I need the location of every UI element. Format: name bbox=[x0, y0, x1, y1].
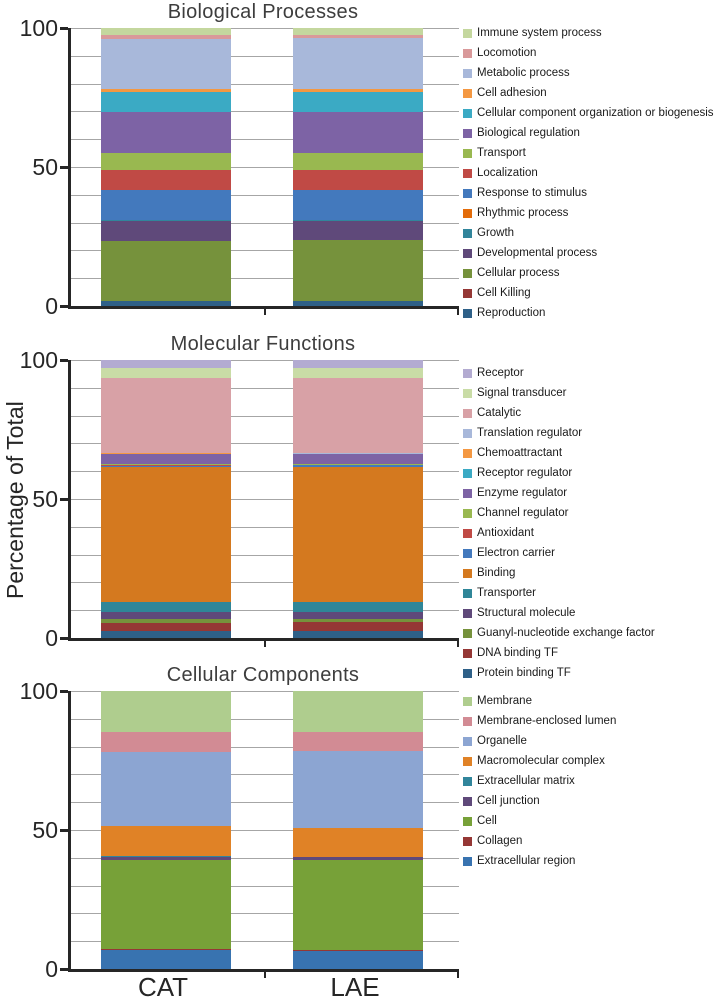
legend-label: Growth bbox=[477, 227, 515, 239]
bar-segment bbox=[293, 38, 423, 88]
legend-swatch bbox=[463, 469, 472, 478]
bar-segment bbox=[101, 39, 231, 89]
x-tick bbox=[264, 309, 266, 315]
legend-label: Protein binding TF bbox=[477, 667, 571, 679]
legend-swatch bbox=[463, 209, 472, 218]
legend-swatch bbox=[463, 369, 472, 378]
x-tick bbox=[264, 641, 266, 647]
bar-segment bbox=[101, 612, 231, 619]
legend bbox=[463, 691, 718, 871]
legend-label: Membrane bbox=[477, 695, 532, 707]
legend-item bbox=[463, 851, 718, 871]
bar-segment bbox=[293, 301, 423, 306]
legend-label: Channel regulator bbox=[477, 507, 569, 519]
bar-segment bbox=[293, 240, 423, 300]
legend-item bbox=[463, 463, 718, 483]
y-tick bbox=[60, 359, 68, 362]
legend-swatch bbox=[463, 817, 472, 826]
legend-item bbox=[463, 623, 718, 643]
bar-segment bbox=[101, 752, 231, 825]
bar-segment bbox=[293, 170, 423, 189]
legend-item bbox=[463, 243, 718, 263]
legend-item bbox=[463, 383, 718, 403]
y-tick-label: 50 bbox=[32, 154, 58, 180]
legend-item bbox=[463, 403, 718, 423]
legend-label: Macromolecular complex bbox=[477, 755, 605, 767]
legend-label: Electron carrier bbox=[477, 547, 555, 559]
legend-swatch bbox=[463, 449, 472, 458]
legend-item bbox=[463, 751, 718, 771]
legend-label: Cell Killing bbox=[477, 287, 531, 299]
legend-item bbox=[463, 363, 718, 383]
legend-item bbox=[463, 523, 718, 543]
legend-item bbox=[463, 43, 718, 63]
stacked-bar-cat bbox=[101, 691, 231, 969]
y-tick bbox=[60, 968, 68, 971]
legend-item bbox=[463, 543, 718, 563]
legend-swatch bbox=[463, 149, 472, 158]
legend-label: Membrane-enclosed lumen bbox=[477, 715, 617, 727]
bar-segment bbox=[293, 112, 423, 153]
legend-item bbox=[463, 563, 718, 583]
legend-swatch bbox=[463, 797, 472, 806]
bar-segment bbox=[101, 28, 231, 35]
legend-item bbox=[463, 143, 718, 163]
stacked-bar-lae bbox=[293, 691, 423, 969]
legend-label: Antioxidant bbox=[477, 527, 534, 539]
bar-segment bbox=[293, 691, 423, 732]
legend bbox=[463, 363, 718, 683]
legend-item bbox=[463, 303, 718, 323]
legend-swatch bbox=[463, 697, 472, 706]
x-tick bbox=[457, 309, 459, 315]
bar-segment bbox=[101, 221, 231, 241]
stacked-bar-cat bbox=[101, 28, 231, 306]
legend-item bbox=[463, 163, 718, 183]
legend-item bbox=[463, 263, 718, 283]
bar-segment bbox=[293, 732, 423, 751]
bar-segment bbox=[293, 92, 423, 112]
legend-label: Enzyme regulator bbox=[477, 487, 568, 499]
stacked-bar-lae bbox=[293, 360, 423, 638]
bar-segment bbox=[101, 112, 231, 153]
legend-item bbox=[463, 223, 718, 243]
legend-swatch bbox=[463, 757, 472, 766]
legend-swatch bbox=[463, 549, 472, 558]
legend-label: Chemoattractant bbox=[477, 447, 563, 459]
legend-label: Receptor bbox=[477, 367, 524, 379]
legend-label: Transport bbox=[477, 147, 526, 159]
bar-segment bbox=[101, 241, 231, 301]
legend-item bbox=[463, 443, 718, 463]
legend-swatch bbox=[463, 249, 472, 258]
y-tick bbox=[60, 690, 68, 693]
legend-item bbox=[463, 183, 718, 203]
legend-swatch bbox=[463, 229, 472, 238]
bar-segment bbox=[293, 612, 423, 619]
legend-item bbox=[463, 731, 718, 751]
legend-swatch bbox=[463, 589, 472, 598]
legend-label: Rhythmic process bbox=[477, 207, 569, 219]
bar-segment bbox=[101, 360, 231, 368]
legend-item bbox=[463, 23, 718, 43]
legend-item bbox=[463, 83, 718, 103]
bar-segment bbox=[101, 190, 231, 220]
chart-molecular-functions bbox=[0, 332, 718, 677]
x-tick bbox=[457, 641, 459, 647]
bar-segment bbox=[293, 153, 423, 171]
legend-item bbox=[463, 283, 718, 303]
bar-segment bbox=[293, 751, 423, 827]
legend-swatch bbox=[463, 169, 472, 178]
legend-item bbox=[463, 691, 718, 711]
legend-label: Biological regulation bbox=[477, 127, 580, 139]
y-tick-label: 0 bbox=[45, 293, 58, 319]
legend-label: Extracellular matrix bbox=[477, 775, 575, 787]
plot-area bbox=[68, 691, 459, 972]
y-tick-label: 100 bbox=[19, 678, 58, 704]
bar-segment bbox=[293, 860, 423, 950]
legend-label: DNA binding TF bbox=[477, 647, 558, 659]
legend-swatch bbox=[463, 837, 472, 846]
legend-swatch bbox=[463, 857, 472, 866]
legend-item bbox=[463, 483, 718, 503]
bar-segment bbox=[293, 622, 423, 630]
bar-segment bbox=[293, 368, 423, 377]
bar-segment bbox=[293, 190, 423, 220]
legend-swatch bbox=[463, 777, 472, 786]
legend-label: Signal transducer bbox=[477, 387, 567, 399]
y-tick-label: 0 bbox=[45, 625, 58, 651]
bar-segment bbox=[101, 950, 231, 969]
y-tick bbox=[60, 498, 68, 501]
chart-title: Biological Processes bbox=[167, 1, 359, 23]
legend-item bbox=[463, 771, 718, 791]
bar-segment bbox=[101, 860, 231, 950]
plot-area bbox=[68, 28, 459, 309]
legend-label: Translation regulator bbox=[477, 427, 583, 439]
legend-label: Response to stimulus bbox=[477, 187, 587, 199]
y-tick bbox=[60, 637, 68, 640]
legend-label: Cellular component organization or biogenesis bbox=[477, 107, 714, 119]
bar-segment bbox=[101, 631, 231, 638]
chart-title: Molecular Functions bbox=[170, 333, 356, 355]
bar-segment bbox=[293, 631, 423, 638]
bar-segment bbox=[293, 828, 423, 857]
legend-item bbox=[463, 643, 718, 663]
bar-segment bbox=[101, 826, 231, 857]
legend-label: Extracellular region bbox=[477, 855, 576, 867]
legend-swatch bbox=[463, 529, 472, 538]
legend-swatch bbox=[463, 489, 472, 498]
legend-label: Cell adhesion bbox=[477, 87, 547, 99]
y-tick bbox=[60, 305, 68, 308]
y-tick-label: 100 bbox=[19, 347, 58, 373]
plot-area bbox=[68, 360, 459, 641]
legend-swatch bbox=[463, 289, 472, 298]
bar-segment bbox=[101, 691, 231, 732]
x-axis-labels bbox=[68, 972, 456, 1004]
y-tick bbox=[60, 829, 68, 832]
legend-label: Cell bbox=[477, 815, 497, 827]
legend-swatch bbox=[463, 89, 472, 98]
legend-label: Cell junction bbox=[477, 795, 540, 807]
bar-segment bbox=[293, 454, 423, 463]
bar-segment bbox=[101, 623, 231, 632]
legend-label: Immune system process bbox=[477, 27, 602, 39]
legend-label: Organelle bbox=[477, 735, 527, 747]
bar-segment bbox=[293, 602, 423, 613]
legend-label: Collagen bbox=[477, 835, 523, 847]
legend-swatch bbox=[463, 109, 472, 118]
legend-label: Developmental process bbox=[477, 247, 598, 259]
legend-item bbox=[463, 603, 718, 623]
bar-segment bbox=[293, 951, 423, 969]
legend-swatch bbox=[463, 389, 472, 398]
legend-label: Guanyl-nucleotide exchange factor bbox=[477, 627, 655, 639]
chart-cellular-components bbox=[0, 663, 718, 1007]
bar-segment bbox=[101, 170, 231, 189]
bar-segment bbox=[101, 153, 231, 170]
legend-label: Transporter bbox=[477, 587, 537, 599]
legend-swatch bbox=[463, 309, 472, 318]
x-tick bbox=[457, 972, 459, 978]
bar-segment bbox=[101, 301, 231, 306]
legend-swatch bbox=[463, 609, 472, 618]
y-tick-label: 50 bbox=[32, 486, 58, 512]
legend-item bbox=[463, 831, 718, 851]
legend-label: Metabolic process bbox=[477, 67, 570, 79]
bar-segment bbox=[101, 368, 231, 378]
legend-swatch bbox=[463, 717, 472, 726]
legend-swatch bbox=[463, 269, 472, 278]
y-tick bbox=[60, 27, 68, 30]
bar-segment bbox=[293, 378, 423, 453]
legend-swatch bbox=[463, 649, 472, 658]
legend-label: Reproduction bbox=[477, 307, 546, 319]
x-category-label: LAE bbox=[330, 972, 380, 1002]
legend-item bbox=[463, 63, 718, 83]
y-axis-title: Percentage of Total bbox=[2, 401, 28, 599]
legend-item bbox=[463, 791, 718, 811]
legend-label: Cellular process bbox=[477, 267, 560, 279]
legend-swatch bbox=[463, 49, 472, 58]
bar-segment bbox=[293, 360, 423, 368]
legend-label: Catalytic bbox=[477, 407, 522, 419]
x-category-label: CAT bbox=[137, 972, 189, 1002]
bar-segment bbox=[293, 221, 423, 241]
legend-swatch bbox=[463, 737, 472, 746]
bar-segment bbox=[101, 732, 231, 753]
legend-item bbox=[463, 423, 718, 443]
legend-item bbox=[463, 203, 718, 223]
bar-segment bbox=[293, 28, 423, 35]
legend-label: Localization bbox=[477, 167, 538, 179]
legend-item bbox=[463, 811, 718, 831]
legend-swatch bbox=[463, 29, 472, 38]
bar-segment bbox=[101, 602, 231, 613]
chart-biological-processes bbox=[0, 0, 718, 345]
stacked-bar-cat bbox=[101, 360, 231, 638]
legend-item bbox=[463, 103, 718, 123]
bar-segment bbox=[293, 467, 423, 602]
legend-swatch bbox=[463, 429, 472, 438]
legend-swatch bbox=[463, 509, 472, 518]
legend bbox=[463, 23, 718, 323]
legend-swatch bbox=[463, 129, 472, 138]
y-tick-label: 50 bbox=[32, 817, 58, 843]
legend-swatch bbox=[463, 569, 472, 578]
legend-item bbox=[463, 711, 718, 731]
legend-label: Locomotion bbox=[477, 47, 537, 59]
bar-segment bbox=[101, 92, 231, 112]
legend-swatch bbox=[463, 189, 472, 198]
legend-item bbox=[463, 123, 718, 143]
legend-item bbox=[463, 583, 718, 603]
bar-segment bbox=[101, 378, 231, 453]
bar-segment bbox=[101, 454, 231, 463]
stacked-bar-lae bbox=[293, 28, 423, 306]
legend-label: Binding bbox=[477, 567, 516, 579]
legend-item bbox=[463, 503, 718, 523]
legend-label: Structural molecule bbox=[477, 607, 576, 619]
y-tick-label: 0 bbox=[45, 956, 58, 982]
legend-swatch bbox=[463, 69, 472, 78]
chart-title: Cellular Components bbox=[166, 664, 360, 686]
bar-segment bbox=[101, 467, 231, 602]
y-tick bbox=[60, 166, 68, 169]
legend-swatch bbox=[463, 409, 472, 418]
legend-label: Receptor regulator bbox=[477, 467, 573, 479]
legend-swatch bbox=[463, 629, 472, 638]
y-tick-label: 100 bbox=[19, 15, 58, 41]
